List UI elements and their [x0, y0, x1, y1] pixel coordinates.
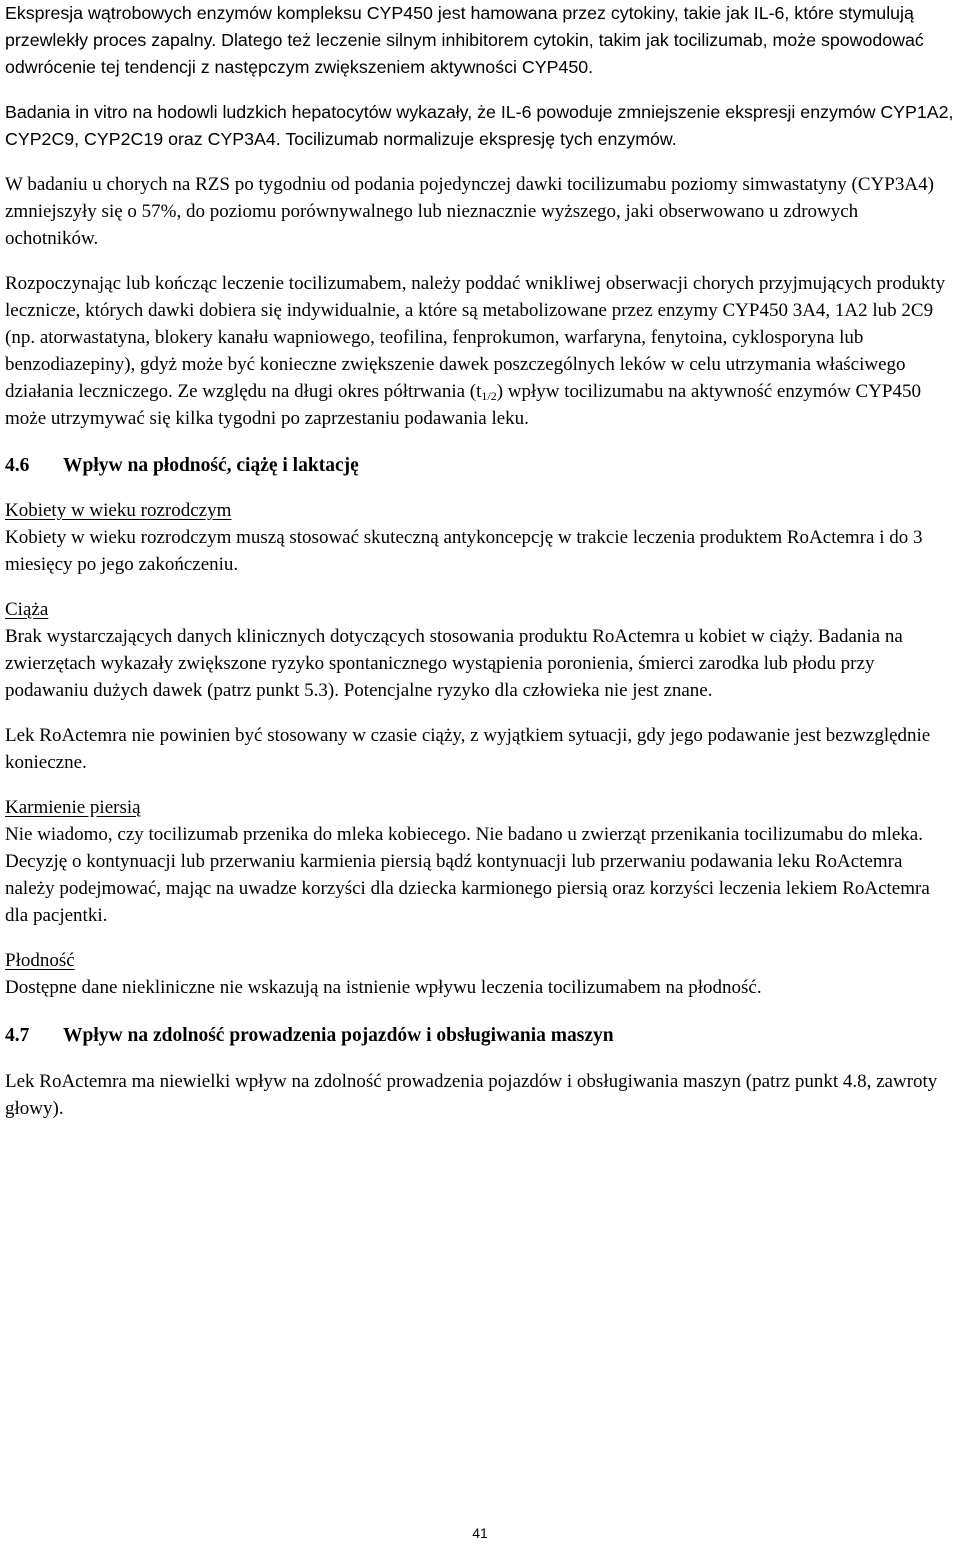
section-title: Wpływ na płodność, ciążę i laktację: [63, 455, 359, 476]
paragraph-pregnancy-use: Lek RoActemra nie powinien być stosowany w czasie ciąży, z wyjątkiem sytuacji, gdy jego podawanie jest bezwzględnie konieczne.: [5, 725, 931, 773]
subheading-pregnancy: Ciąża: [5, 599, 49, 620]
paragraph-driving: Lek RoActemra ma niewielki wpływ na zdolność prowadzenia pojazdów i obsługiwania maszyn (patrz punkt 4.8, zawroty głowy).: [5, 1071, 938, 1119]
document-page: [5, 0, 955, 1122]
section-heading-4-6: [5, 452, 955, 479]
monitoring-text-part-1: Rozpoczynając lub kończąc leczenie tocilizumabem, należy poddać wnikliwej obserwacji chorych przyjmujących produkty lecznicze, których dawki dobiera się indywidualnie, a które są metabolizowane przez enzymy CYP450 3A4, 1A2 lub 2C9 (np. atorwastatyna, blokery kanału wapniowego, teofilina, fenprokumon, warfaryna, fenytoina, cyklosporyna lub benzodiazepiny), gdyż może być konieczne zwiększenie dawek poszczególnych leków w celu utrzymania właściwego działania leczniczego. Ze względu na długi okres półtrwania (t: [5, 273, 946, 402]
paragraph-cyp450-expression: Ekspresja wątrobowych enzymów kompleksu CYP450 jest hamowana przez cytokiny, takie jak IL-6, które stymulują przewlekły proces zapalny. Dlatego też leczenie silnym inhibitorem cytokin, takim jak tocilizumab, może spowodować odwrócenie tej tendencji z następczym zwiększeniem aktywności CYP450.: [5, 3, 924, 77]
paragraph-pregnancy-data: Brak wystarczających danych klinicznych dotyczących stosowania produktu RoActemra u kobiet w ciąży. Badania na zwierzętach wykazały zwiększone ryzyko spontanicznego wystąpienia poronienia, śmierci zarodka lub płodu przy podawaniu dużych dawek (patrz punkt 5.3). Potencjalne ryzyko dla człowieka nie jest znane.: [5, 626, 903, 701]
subheading-women-of-childbearing-age: Kobiety w wieku rozrodczym: [5, 500, 232, 521]
paragraph-simvastatin-study: W badaniu u chorych na RZS po tygodniu od podania pojedynczej dawki tocilizumabu poziomy simwastatyny (CYP3A4) zmniejszyły się o 57%, do poziomu porównywalnego lub nieznacznie wyższego, jaki obserwowano u zdrowych ochotników.: [5, 174, 934, 249]
section-title: Wpływ na zdolność prowadzenia pojazdów i obsługiwania maszyn: [63, 1025, 614, 1046]
half-life-subscript: 1/2: [481, 389, 497, 403]
paragraph-monitoring-advice: [5, 270, 955, 432]
subheading-fertility: Płodność: [5, 950, 75, 971]
page-number: 41: [472, 1525, 488, 1541]
section-number: 4.6: [5, 455, 30, 476]
section-number: 4.7: [5, 1025, 30, 1046]
monitoring-text-part-2: ) wpływ tocilizumabu na aktywność enzymów CYP450 może utrzymywać się kilka tygodni po zaprzestaniu podawania leku.: [5, 381, 921, 429]
paragraph-breastfeeding: Nie wiadomo, czy tocilizumab przenika do mleka kobiecego. Nie badano u zwierząt przenikania tocilizumabu do mleka. Decyzję o kontynuacji lub przerwaniu karmienia piersią bądź kontynuacji lub przerwaniu podawania leku RoActemra należy podejmować, mając na uwadze korzyści dla dziecka karmionego piersią oraz korzyści leczenia lekiem RoActemra dla pacjentki.: [5, 824, 930, 926]
paragraph-in-vitro-study: Badania in vitro na hodowli ludzkich hepatocytów wykazały, że IL-6 powoduje zmniejszenie ekspresji enzymów CYP1A2, CYP2C9, CYP2C19 oraz CYP3A4. Tocilizumab normalizuje ekspresję tych enzymów.: [5, 102, 954, 149]
paragraph-contraception: Kobiety w wieku rozrodczym muszą stosować skuteczną antykoncepcję w trakcie leczenia produktem RoActemra i do 3 miesięcy po jego zakończeniu.: [5, 527, 923, 575]
paragraph-fertility: Dostępne dane niekliniczne nie wskazują na istnienie wpływu leczenia tocilizumabem na płodność.: [5, 977, 762, 998]
subheading-breastfeeding: Karmienie piersią: [5, 797, 141, 818]
section-heading-4-7: [5, 1022, 955, 1049]
